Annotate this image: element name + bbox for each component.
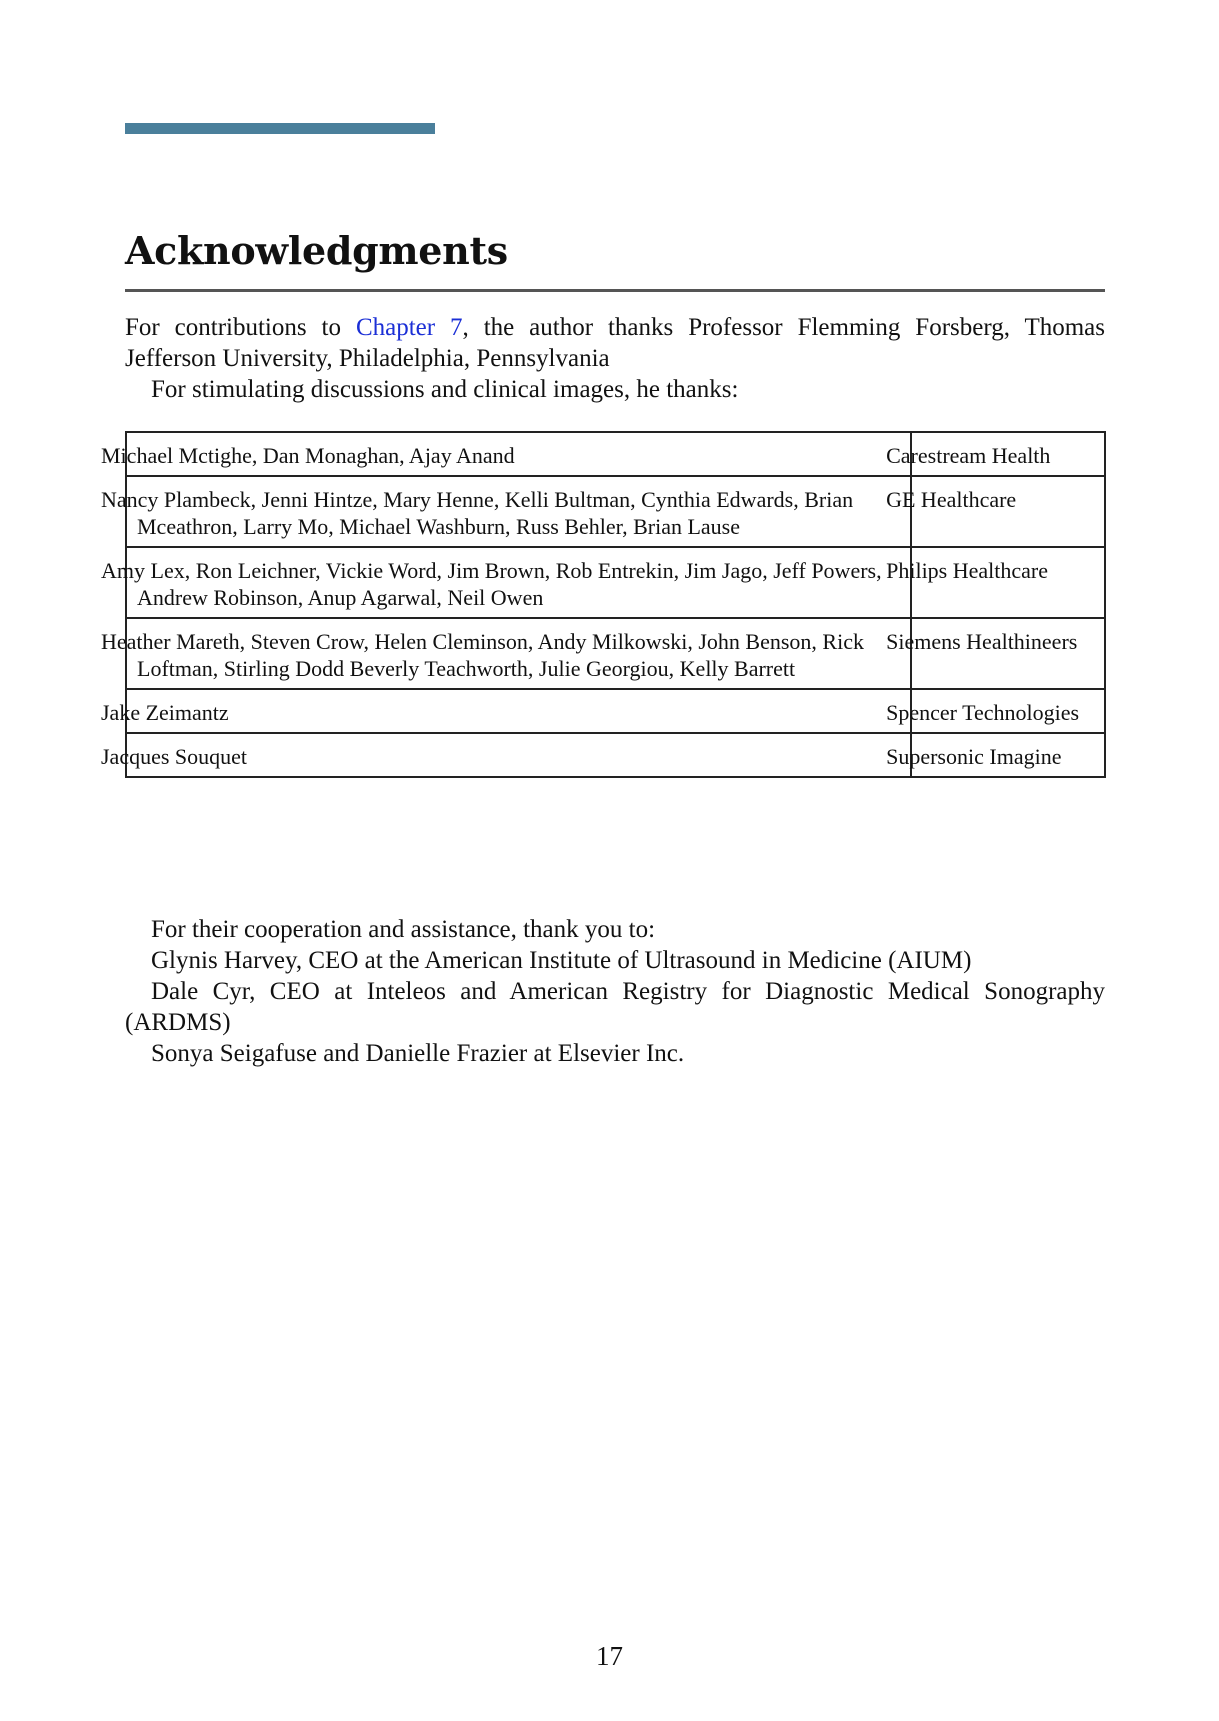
closing-aium-line: Glynis Harvey, CEO at the American Institute of Ultrasound in Medicine (AIUM) xyxy=(151,947,972,974)
intro-thanks-line: For stimulating discussions and clinical images, he thanks: xyxy=(151,376,739,403)
intro-contribution-text xyxy=(125,312,1105,374)
page-title: Acknowledgments xyxy=(125,228,508,273)
company-cell: GE Healthcare xyxy=(911,476,1105,547)
table-row xyxy=(126,689,1105,733)
closing-intro-line: For their cooperation and assistance, thank you to: xyxy=(151,916,656,943)
company-cell: Spencer Technologies xyxy=(911,689,1105,733)
contributor-names-cell: Jacques Souquet xyxy=(126,733,911,777)
contributor-names-cell: Nancy Plambeck, Jenni Hintze, Mary Henne, Kelli Bultman, Cynthia Edwards, Brian Mceathron, Larry Mo, Michael Washburn, Russ Behler, Brian Lause xyxy=(126,476,911,547)
intro-text-after-link: , the author thanks Professor Flemming Forsberg, Thomas Jefferson University, Philadelphia, Pennsylvania xyxy=(125,314,1106,372)
intro-paragraph xyxy=(125,312,1105,405)
contributor-names-cell: Michael Mctighe, Dan Monaghan, Ajay Anand xyxy=(126,432,911,476)
table-row xyxy=(126,432,1105,476)
company-cell: Supersonic Imagine xyxy=(911,733,1105,777)
closing-ardms-line: Dale Cyr, CEO at Inteleos and American Registry for Diagnostic Medical Sonography (ARDMS) xyxy=(125,978,1105,1036)
header-accent-bar xyxy=(125,123,435,134)
closing-paragraph xyxy=(125,914,1105,1069)
closing-elsevier-line: Sonya Seigafuse and Danielle Frazier at Elsevier Inc. xyxy=(151,1040,685,1067)
company-cell: Philips Healthcare xyxy=(911,547,1105,618)
contributor-names-cell: Amy Lex, Ron Leichner, Vickie Word, Jim Brown, Rob Entrekin, Jim Jago, Jeff Powers, Andrew Robinson, Anup Agarwal, Neil Owen xyxy=(126,547,911,618)
chapter-7-link[interactable]: Chapter 7 xyxy=(355,314,463,341)
page-number: 17 xyxy=(596,1641,623,1671)
title-underline-divider xyxy=(125,289,1105,292)
acknowledgments-table xyxy=(101,431,1106,778)
contributor-names-cell: Heather Mareth, Steven Crow, Helen Cleminson, Andy Milkowski, John Benson, Rick Loftman, Stirling Dodd Beverly Teachworth, Julie Georgiou, Kelly Barrett xyxy=(126,618,911,689)
table-row xyxy=(126,618,1105,689)
table-row xyxy=(126,733,1105,777)
table-row xyxy=(126,547,1105,618)
contributor-names-cell: Jake Zeimantz xyxy=(126,689,911,733)
company-cell: Carestream Health xyxy=(911,432,1105,476)
table-row xyxy=(126,476,1105,547)
intro-text-before-link: For contributions to xyxy=(125,314,356,341)
company-cell: Siemens Healthineers xyxy=(911,618,1105,689)
